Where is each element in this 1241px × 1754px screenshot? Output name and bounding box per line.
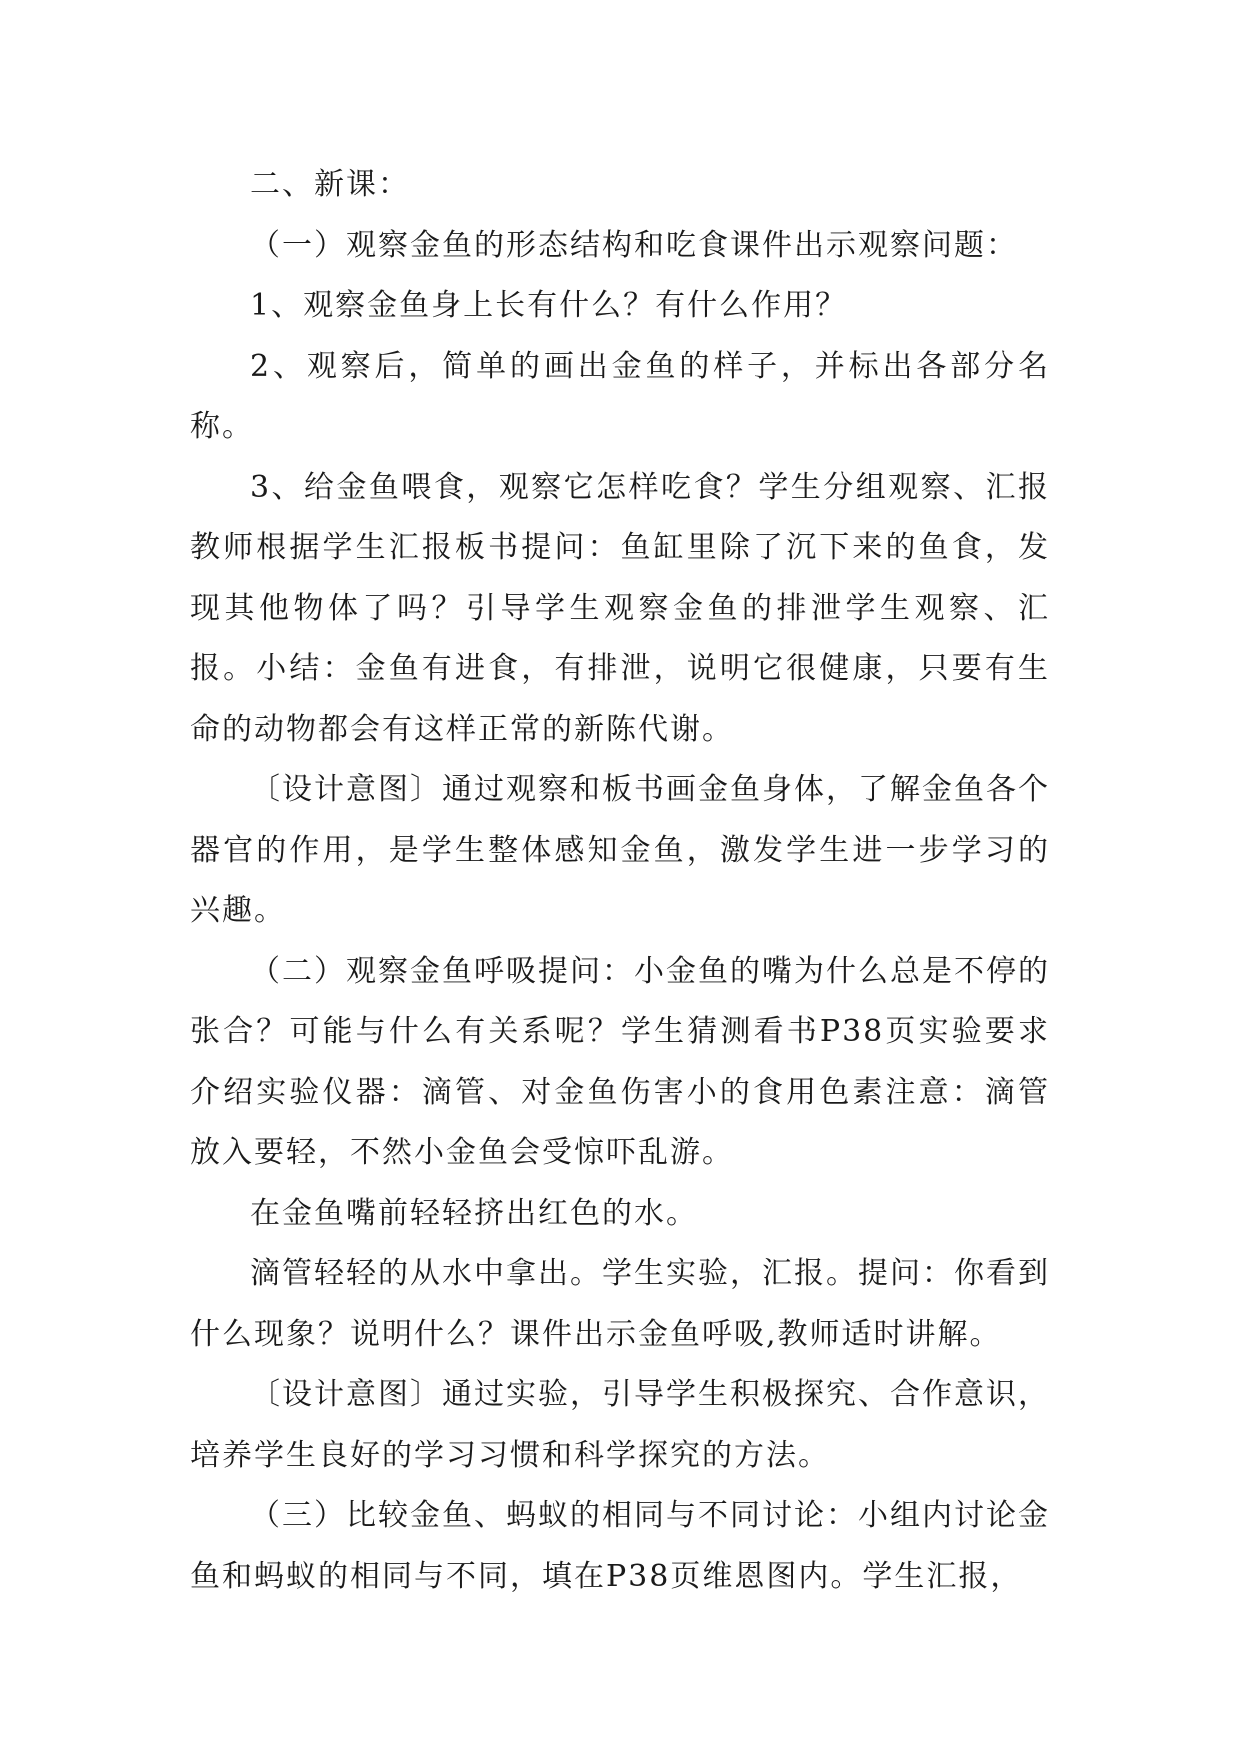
paragraph-part-two: （二）观察金鱼呼吸提问：小金鱼的嘴为什么总是不停的张合？可能与什么有关系呢？学生猜测看书P38页实验要求介绍实验仪器：滴管、对金鱼伤害小的食用色素注意：滴管放入要轻，不然小金鱼会受惊吓乱游。 [190,953,1050,1170]
paragraph-question-3: 3、给金鱼喂食，观察它怎样吃食？学生分组观察、汇报教师根据学生汇报板书提问：鱼缸里除了沉下来的鱼食，发现其他物体了吗？引导学生观察金鱼的排泄学生观察、汇报。小结：金鱼有进食，有排泄，说明它很健康，只要有生命的动物都会有这样正常的新陈代谢。 [190,469,1050,747]
paragraph-question-2: 2、观察后，简单的画出金鱼的样子，并标出各部分名称。 [190,348,1050,444]
paragraph-part-three: （三）比较金鱼、蚂蚁的相同与不同讨论：小组内讨论金鱼和蚂蚁的相同与不同，填在P38页维恩图内。学生汇报， [190,1498,1050,1594]
paragraph-experiment: 滴管轻轻的从水中拿出。学生实验，汇报。提问：你看到什么现象？说明什么？课件出示金鱼呼吸,教师适时讲解。 [190,1256,1050,1352]
paragraph-question-1: 1、观察金鱼身上长有什么？有什么作用？ [250,288,848,323]
paragraph-section-heading: 二、新课： [250,167,410,202]
paragraph-design-intent-1: 〔设计意图〕通过观察和板书画金鱼身体，了解金鱼各个器官的作用，是学生整体感知金鱼，激发学生进一步学习的兴趣。 [190,772,1050,928]
document-body [190,155,1050,1607]
paragraph-part-one-heading: （一）观察金鱼的形态结构和吃食课件出示观察问题： [250,227,1018,263]
paragraph-red-water: 在金鱼嘴前轻轻挤出红色的水。 [250,1195,698,1231]
paragraph-design-intent-2: 〔设计意图〕通过实验，引导学生积极探究、合作意识，培养学生良好的学习习惯和科学探究的方法。 [190,1377,1050,1473]
